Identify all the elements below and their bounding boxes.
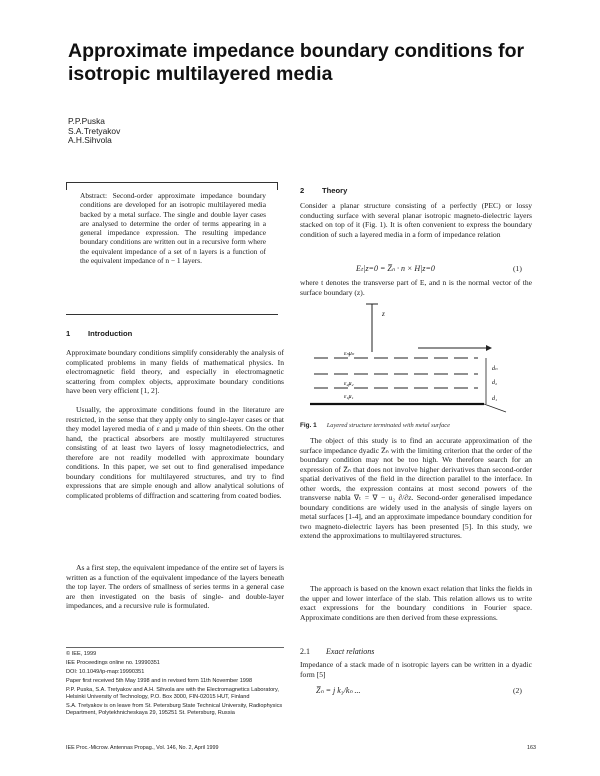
- layer-2-thickness-label: d₂: [492, 380, 498, 386]
- theory-paragraph-2: where t denotes the transverse part of E, and n is the normal vector of the surface boundary (z).: [300, 278, 532, 297]
- equation-1-number: (1): [513, 264, 522, 273]
- section-heading-introduction: [66, 329, 132, 338]
- footnote: DOI: 10.1049/ip-map:19990351: [66, 669, 145, 675]
- section-heading-theory: [300, 186, 347, 195]
- bottom-right-arrow: [484, 404, 506, 412]
- intro-paragraph-1: Approximate boundary conditions simplify considerably the analysis of complicated problems in many fields of mathematical physics. In electromagnetic field theory, and especially in electromagnetic scattering from complex objects, approximate boundary conditions have been very efficient [1, 2].: [66, 348, 284, 395]
- subsection-title: Exact relations: [326, 647, 375, 656]
- figure-1-diagram: [300, 300, 532, 420]
- paper-title: Approximate impedance boundary conditions for isotropic multilayered media: [68, 40, 525, 85]
- section-title: Theory: [322, 186, 348, 195]
- section-number: 1: [66, 329, 71, 338]
- author: P.P.Puska: [68, 116, 105, 126]
- layer-1-material-label: ε₁μ₁: [344, 394, 354, 400]
- equation-2: Z̅ₙ = j k₃/kₙ ...: [316, 686, 361, 695]
- right-arrow-head: [486, 345, 492, 351]
- author-list: [68, 117, 120, 146]
- theory-paragraph-5: Impedance of a stack made of n isotropic layers can be written in a dyadic form [5]: [300, 660, 532, 679]
- subsection-number: 2.1: [300, 647, 310, 656]
- footnote: © IEE, 1999: [66, 651, 97, 657]
- author: S.A.Tretyakov: [68, 125, 121, 136]
- author: A.H.Sihvola: [68, 135, 112, 146]
- abstract: Abstract: Second-order approximate impedance boundary conditions are developed for an isotropic multilayered media backed by a metal surface. The single and double layer cases are analysed to determine the order of terms appearing in a general impedance expression. The resulting impedance boundary conditions are written out in a recursive form where the equivalent impedance of a set of n layers is a function of the equivalent impedance of n − 1 layers.: [80, 191, 266, 266]
- z-axis-label: z: [382, 310, 385, 318]
- layer-2-material-label: ε₂μ₂: [344, 381, 354, 387]
- section-title: Introduction: [88, 329, 133, 338]
- footnote: S.A. Tretyakov is on leave from St. Petersburg State Technical University, Radiophysics Department, Polytekhnicheskaya 29, 195251 St. Petersburg, Russia: [66, 703, 283, 716]
- section-number: 2: [300, 186, 305, 195]
- equation-1: Eₜ|z=0 = Z̅ₙ · n × H|z=0: [356, 264, 435, 273]
- intro-paragraph-2: Usually, the approximate conditions found in the literature are restricted, in the sense that they apply only to single-layer cases or that they model layered media of ε and μ made of thin sheets. On the other hand, the practical absorbers are mostly multilayered structures consisting of at least two layers of lossy magnetodielectrics, and therefore are not readily modelled with approximate boundary conditions. In this paper, we set out to find generalised impedance boundary conditions for multilayered structures, and try to find expressions that are simple enough and allow analytical solutions of complicated problems of diffraction and scattering from coated bodies.: [66, 405, 284, 500]
- subsection-heading-exact-relations: [300, 647, 374, 656]
- running-footer: [66, 745, 536, 751]
- footnote: P.P. Puska, S.A. Tretyakov and A.H. Sihvola are with the Electromagnetics Laboratory, Helsinki University of Technology, P.O. Box 3000, FIN-02015 HUT, Finland: [66, 687, 279, 700]
- theory-paragraph-1: Consider a planar structure consisting of a perfectly (PEC) or lossy conducting surface with several planar isotropic magneto-dielectric layers stacked on top of it (Fig. 1). It is often convenient to express the boundary condition of such a layered media in a form of impedance relation: [300, 201, 532, 239]
- page-number: 163: [527, 745, 536, 751]
- theory-paragraph-4: The approach is based on the known exact relation that links the fields in the upper and lower interface of the slab. This relation allows us to write exact expressions for the boundary conditions in Fourier space. Approximate conditions are then derived from these expressions.: [300, 584, 532, 622]
- theory-paragraph-3: The object of this study is to find an accurate approximation of the surface impedance dyadic Z̅ₙ with the limiting criterion that the order of the boundary condition may not be too high. We therefore search for an expression of Z̅ₙ that does not involve higher derivatives than second-order spatial derivatives of the field in the direction parallel to the interface. In other words, the expression contains at most second powers of the transverse nabla ∇ₜ = ∇ − u₂ ∂/∂z. Second-order generalised impedance boundary conditions are widely used in the analysis of single layers on metal surfaces [1-4], and an approximate impedance boundary condition for two magneto-dielectric layers has been presented [5]. In this study, we extend the approximations to multilayered structures.: [300, 436, 532, 540]
- journal-citation: IEE Proc.-Microw. Antennas Propag., Vol. 146, No. 2, April 1999: [66, 745, 219, 751]
- figure-label: Fig. 1: [300, 422, 317, 429]
- equation-2-number: (2): [513, 686, 522, 695]
- figure-caption-text: Layered structure terminated with metal surface: [326, 422, 450, 429]
- layer-1-thickness-label: d₁: [492, 396, 498, 402]
- footnote: IEE Proceedings online no. 19990351: [66, 660, 160, 666]
- footnote: Paper first received 5th May 1998 and in revised form 11th November 1998: [66, 678, 253, 684]
- layer-n-thickness-label: dₙ: [492, 366, 498, 372]
- figure-1-caption: [300, 422, 532, 430]
- intro-paragraph-3: As a first step, the equivalent impedance of the entire set of layers is written as a function of the equivalent impedance of the layers beneath the top layer. The orders of smallness of series terms in a general case are then investigated on the basis of single- and double-layer impedances, and a recursive rule is formulated.: [66, 563, 284, 610]
- layer-n-material-label: εₙμₙ: [344, 351, 355, 357]
- footnotes: [66, 647, 284, 719]
